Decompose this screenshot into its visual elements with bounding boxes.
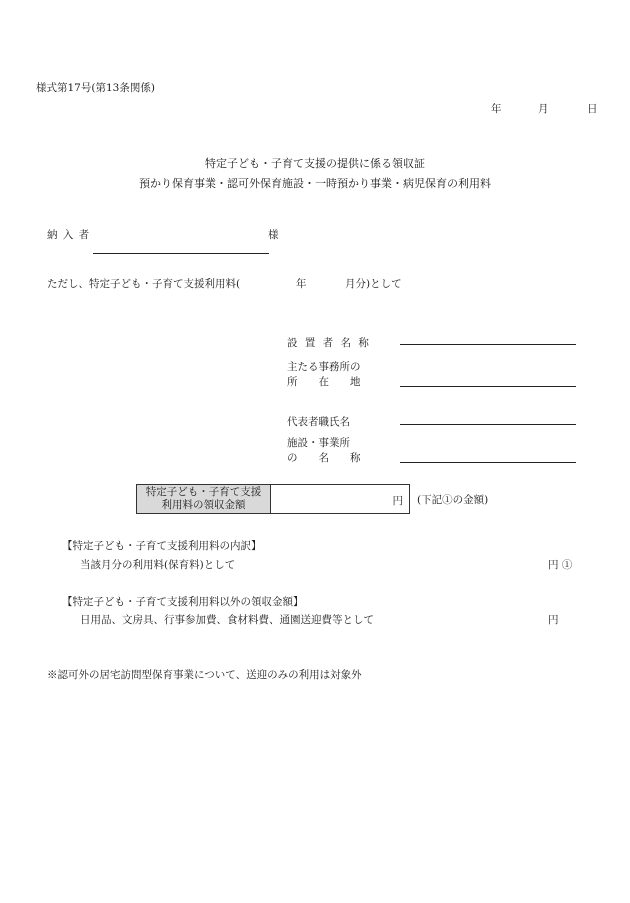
representative-line (400, 424, 576, 425)
breakdown-yen: 円 ① (548, 559, 573, 571)
document-title: 特定子ども・子育て支援の提供に係る領収証 (205, 157, 425, 170)
provider-name-label: 設 置 者 名 称 (287, 337, 371, 349)
document-subtitle: 預かり保育事業・認可外保育施設・一時預かり事業・病児保育の利用料 (139, 177, 491, 190)
payer-label: 納 入 者 (47, 229, 91, 241)
other-yen: 円 (548, 614, 559, 626)
facility-name-line (400, 462, 576, 463)
receipt-amount-box (136, 484, 410, 514)
date-day-label: 日 (587, 103, 598, 115)
facility-name-label-2: の 名 称 (287, 452, 361, 464)
payer-honorific: 様 (268, 229, 279, 241)
receipt-amount-note: (下記①の金額) (417, 494, 489, 506)
purpose-month-label: 月分)として (345, 278, 402, 290)
purpose-prefix: ただし、特定子ども・子育て支援利用料( (47, 278, 241, 290)
provider-name-line (400, 344, 576, 345)
office-address-label-1: 主たる事務所の (287, 361, 361, 373)
receipt-amount-label (137, 485, 271, 513)
representative-label: 代表者職氏名 (287, 416, 350, 428)
receipt-amount-label-line2: 利用料の領収金額 (161, 499, 246, 511)
office-address-label-2: 所 在 地 (287, 376, 361, 388)
other-item: 日用品、文房具、行事参加費、食材料費、通園送迎費等として (80, 614, 374, 626)
footnote: ※認可外の居宅訪問型保育事業について、送迎のみの利用は対象外 (47, 669, 362, 681)
other-heading: 【特定子ども・子育て支援利用料以外の領収金額】 (62, 596, 304, 608)
receipt-amount-label-line1: 特定子ども・子育て支援 (145, 486, 262, 498)
payer-name-line (93, 253, 269, 254)
office-address-line (400, 386, 576, 387)
breakdown-heading: 【特定子ども・子育て支援利用料の内訳】 (62, 540, 262, 552)
breakdown-item: 当該月分の利用料(保育料)として (80, 559, 236, 571)
date-month-label: 月 (538, 103, 549, 115)
purpose-year-label: 年 (296, 278, 307, 290)
form-number: 様式第17号(第13条関係) (36, 82, 155, 94)
receipt-amount-yen: 円 (392, 495, 403, 507)
facility-name-label-1: 施設・事業所 (287, 437, 350, 449)
date-year-label: 年 (491, 103, 502, 115)
